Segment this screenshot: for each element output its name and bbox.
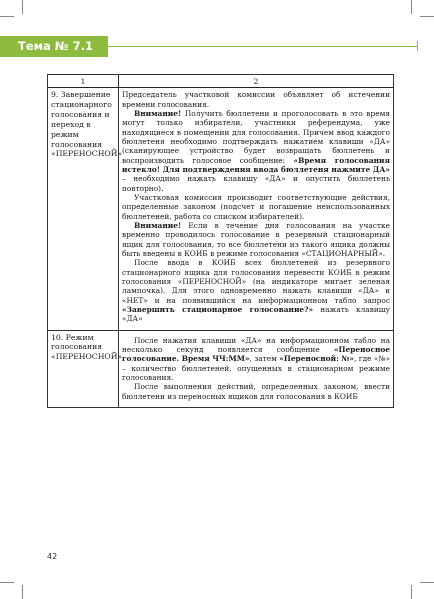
paragraph: После ввода в КОИБ всех бюллетеней из резервного стационарного ящика для голосования перевести КОИБ в режим голосования «ПЕРЕНОСНОЙ» (на индикаторе мигает зеленая лампочка). Для этого одновременно нажать клавиши «ДА» и «НЕТ» и на появившийся на информационном табло запрос «Завершить стационарное голосование?» нажать клавишу «ДА» bbox=[122, 258, 390, 324]
display-message: «Переносное голосование. Время ЧЧ:ММ» bbox=[122, 344, 390, 364]
crop-mark bbox=[411, 585, 412, 599]
topic-rule-end bbox=[417, 41, 418, 51]
procedure-table bbox=[47, 74, 394, 408]
attention-label: Внимание! bbox=[134, 220, 182, 230]
crop-mark bbox=[22, 0, 23, 14]
paragraph: Участковая комиссия производит соответствующие действия, определенные законом (подсчет и погашение неиспользованных бюллетеней, работа со списком избирателей). bbox=[122, 192, 390, 221]
column-header-1: 1 bbox=[48, 75, 119, 88]
table-header-row bbox=[48, 75, 394, 88]
table-row bbox=[48, 88, 394, 330]
paragraph: После нажатия клавиши «ДА» на информационном табло на несколько секунд появляется сообщение «Переносное голосование. Время ЧЧ:ММ», затем «Переносной: №», где «№» – количество бюллетеней, опущенных в стационарном режиме голосования. bbox=[122, 335, 390, 382]
paragraph: Внимание! Если в течение дня голосования на участке временно проводилось голосование в резервный стационарный ящик для голосования, то все бюллетени из такого ящика должны быть введены в КОИБ в режиме голосования «СТАЦИОНАРНЫЙ». bbox=[122, 220, 390, 258]
crop-mark bbox=[0, 16, 14, 17]
crop-mark bbox=[411, 0, 412, 14]
paragraph: Внимание! Получить бюллетени и проголосовать в это время могут только избиратели, участники референдума, уже находящиеся в помещении для голосования. Причем ввод каждого бюллетеня необходимо подтверждать нажатием клавиши «ДА» (сканирующее устройство будет возвращать бюллетень и воспроизводить голосовое сообщение: «Время голосования истекло! Для подтверждения ввода бюллетеня нажмите ДА» – необходимо нажать клавишу «ДА» и опустить бюллетень повторно). bbox=[122, 108, 390, 193]
paragraph: Председатель участковой комиссии объявляет об истечении времени голосования. bbox=[122, 90, 390, 109]
step-description bbox=[119, 330, 394, 407]
topic-rule bbox=[108, 46, 417, 47]
topic-title: Тема № 7.1 bbox=[18, 39, 94, 53]
step-description bbox=[119, 88, 394, 330]
step-title: 10. Режим голосования «ПЕРЕНОСНОЙ» bbox=[48, 330, 119, 407]
page-number: 42 bbox=[47, 552, 58, 561]
table-row bbox=[48, 330, 394, 407]
prompt-message: «Завершить стационарное голосование?» bbox=[122, 304, 314, 314]
step-title: 9. Завершение стационарного голосования и переход в режим голосования «ПЕРЕНОСНОЙ» bbox=[48, 88, 119, 330]
topic-banner bbox=[0, 36, 108, 57]
attention-label: Внимание! bbox=[134, 108, 182, 118]
paragraph: После выполнения действий, определенных законом, ввести бюллетени из переносных ящиков для голосования в КОИБ bbox=[122, 382, 390, 401]
crop-mark bbox=[0, 582, 14, 583]
display-message: «Переносной: №» bbox=[279, 354, 355, 364]
crop-mark bbox=[420, 16, 434, 17]
crop-mark bbox=[22, 585, 23, 599]
crop-mark bbox=[420, 582, 434, 583]
column-header-2: 2 bbox=[119, 75, 394, 88]
voice-message: «Время голосования истекло! Для подтверждения ввода бюллетеня нажмите ДА» bbox=[122, 155, 390, 174]
